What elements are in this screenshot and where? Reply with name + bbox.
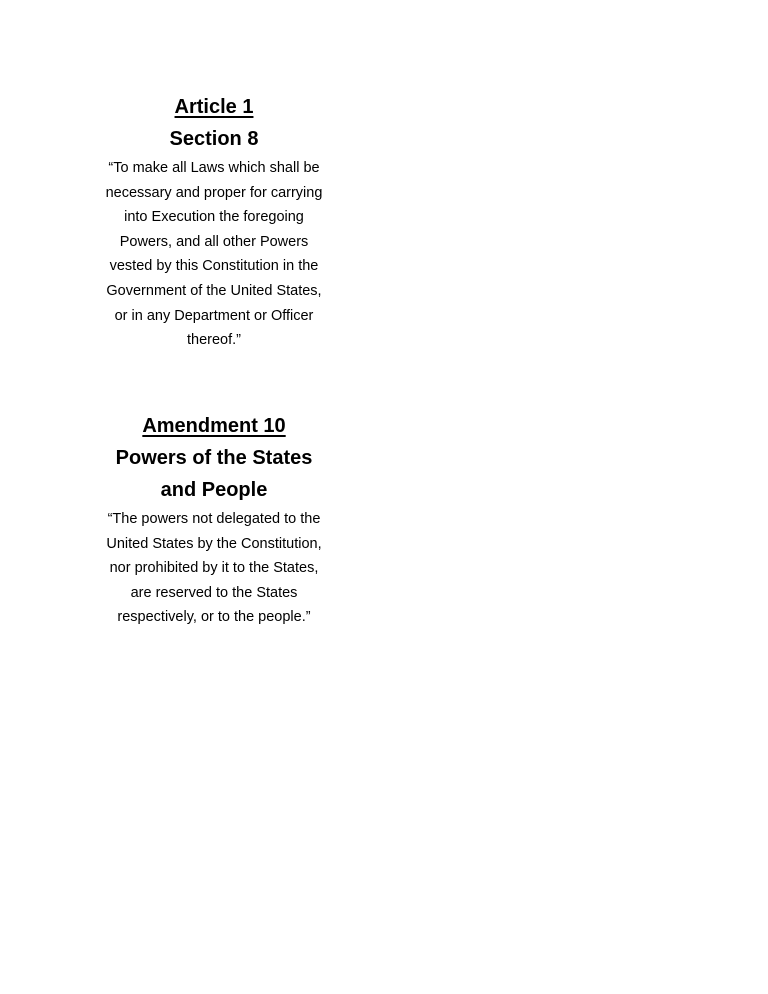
quote-line: or in any Department or Officer bbox=[114, 307, 314, 324]
amendment-10-subtitle-line: Powers of the States bbox=[115, 447, 313, 469]
quote-line: “The powers not delegated to the bbox=[107, 511, 321, 527]
quote-line: “To make all Laws which shall be bbox=[108, 160, 320, 176]
amendment-10-title: Amendment 10 bbox=[142, 415, 286, 437]
quote-line: nor prohibited by it to the States, bbox=[109, 560, 319, 577]
quote-line: United States by the Constitution, bbox=[106, 535, 322, 552]
quote-line: Government of the United States, bbox=[106, 282, 322, 299]
amendment-10-quote bbox=[84, 507, 344, 630]
article-1-quote bbox=[84, 156, 344, 353]
quote-line: vested by this Constitution in the bbox=[109, 258, 319, 275]
quote-line: necessary and proper for carrying bbox=[105, 184, 323, 201]
article-1-section bbox=[84, 91, 344, 353]
quote-line: into Execution the foregoing bbox=[124, 209, 304, 226]
amendment-10-section bbox=[84, 410, 344, 630]
section-8-subtitle: Section 8 bbox=[169, 128, 259, 150]
quote-line: thereof.” bbox=[187, 332, 241, 349]
quote-line: respectively, or to the people.” bbox=[117, 609, 311, 626]
amendment-10-subtitle-line: and People bbox=[160, 479, 268, 501]
quote-line: Powers, and all other Powers bbox=[119, 233, 309, 250]
quote-line: are reserved to the States bbox=[130, 584, 298, 601]
article-1-title: Article 1 bbox=[174, 96, 254, 118]
